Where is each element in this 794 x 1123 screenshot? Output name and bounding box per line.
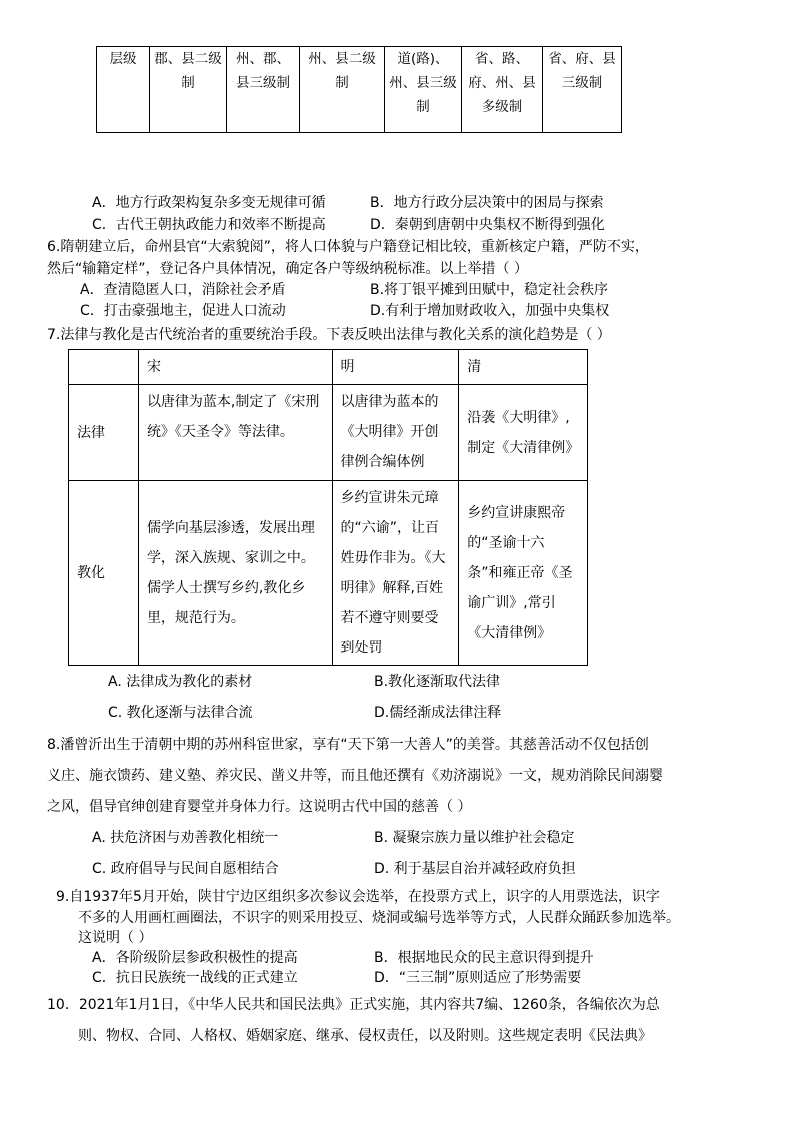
q7-option-c[interactable]: C. 教化逐渐与法律合流 [108,705,253,721]
q5-option-b[interactable]: B．地方行政分层决策中的困局与探索 [370,195,604,211]
q8-option-d[interactable]: D. 利于基层自治并减轻政府负担 [374,861,576,877]
table-cell: 郡、县二级制 [150,47,227,133]
q7-option-b[interactable]: B.教化逐渐取代法律 [374,674,501,690]
q7-stem: 7.法律与教化是古代统治者的重要统治手段。下表反映出法律与教化关系的演化趋势是（ ） [47,327,611,343]
q9-option-b[interactable]: B．根据地民众的民主意识得到提升 [374,950,594,966]
table-cell: 道(路)、州、县三级制 [385,47,462,133]
law-edu-table [68,349,588,666]
table-cell: 乡约宣讲康熙帝的“圣谕十六条”和雍正帝《圣谕广训》,常引《大清律例》 [459,481,588,666]
table-cell: 沿袭《大明律》,制定《大清律例》 [459,385,588,481]
table-header [69,350,139,385]
table-header: 宋 [138,350,332,385]
q6-option-b[interactable]: B.将丁银平摊到田赋中，稳定社会秩序 [370,282,609,298]
table-cell: 儒学向基层渗透，发展出理学，深入族规、家训之中。儒学人士撰写乡约,教化乡里，规范行为。 [138,481,332,666]
q5-option-c[interactable]: C．古代王朝执政能力和效率不断提高 [92,217,326,233]
q6-option-a[interactable]: A．查清隐匿人口，消除社会矛盾 [80,282,286,298]
q7-option-d[interactable]: D.儒经渐成法律注释 [374,705,502,721]
q9-stem: 9.自1937年5月开始，陕甘宁边区组织多次参议会选举，在投票方式上，识字的人用票选法，识字 [56,889,660,905]
q7-option-a[interactable]: A. 法律成为教化的素材 [108,674,253,690]
q10-stem-cont: 则、物权、合同、人格权、婚姻家庭、继承、侵权责任，以及附则。这些规定表明《民法典》 [78,1028,652,1044]
q8-stem-cont: 义庄、施衣馈药、建义塾、养灾民、凿义井等，而且他还撰有《劝济溺说》一文，规劝消除民间溺婴 [47,768,663,784]
table-header: 清 [459,350,588,385]
q5-option-d[interactable]: D．秦朝到唐朝中央集权不断得到强化 [370,217,605,233]
table-header: 明 [332,350,459,385]
q9-option-a[interactable]: A．各阶级阶层参政积极性的提高 [92,950,298,966]
row-label: 法律 [69,385,139,481]
q8-option-b[interactable]: B. 凝聚宗族力量以维护社会稳定 [374,830,575,846]
table-cell: 以唐律为蓝本的《大明律》开创律例合编体例 [332,385,459,481]
q10-stem: 10．2021年1月1日，《中华人民共和国民法典》正式实施，其内容共7编、1260条，各编依次为总 [47,997,660,1013]
admin-levels-table [96,46,622,133]
table-cell: 乡约宣讲朱元璋的“六谕”，让百姓毋作非为。《大明律》解释,百姓若不遵守则要受到处罚 [332,481,459,666]
q9-stem-cont: 这说明（ ） [78,930,153,946]
table-cell: 以唐律为蓝本,制定了《宋刑统》《天圣令》等法律。 [138,385,332,481]
row-label: 教化 [69,481,139,666]
q8-stem-cont: 之风，倡导官绅创建育婴堂并身体力行。这说明古代中国的慈善（ ） [47,799,472,815]
q9-option-d[interactable]: D．“三三制”原则适应了形势需要 [374,970,582,986]
q8-stem: 8.潘曾沂出生于清朝中期的苏州科宦世家，享有“天下第一大善人”的美誉。其慈善活动不仅包括创 [47,737,649,753]
q5-option-a[interactable]: A．地方行政架构复杂多变无规律可循 [92,195,326,211]
q6-stem-cont: 然后“输籍定样”，登记各户具体情况，确定各户等级纳税标准。以上举措（ ） [47,261,528,277]
q9-option-c[interactable]: C．抗日民族统一战线的正式建立 [92,970,298,986]
table-cell: 省、府、县三级制 [543,47,622,133]
q8-option-c[interactable]: C. 政府倡导与民间自愿相结合 [92,861,279,877]
q6-stem: 6.隋朝建立后，命州县官“大索貌阅”，将人口体貌与户籍登记相比较，重新核定户籍，严防不实， [47,239,649,255]
table-cell: 州、县二级制 [300,47,385,133]
table-cell: 州、郡、县三级制 [227,47,300,133]
q6-option-d[interactable]: D.有利于增加财政收入，加强中央集权 [370,303,610,319]
q9-stem-cont: 不多的人用画杠画圈法，不识字的则采用投豆、烧洞或编号选举等方式，人民群众踊跃参加选举。 [78,910,680,926]
q6-option-c[interactable]: C．打击豪强地主，促进人口流动 [80,303,286,319]
q8-option-a[interactable]: A. 扶危济困与劝善教化相统一 [92,830,279,846]
table-cell: 省、路、府、州、县多级制 [462,47,543,133]
table-cell: 层级 [97,47,150,133]
